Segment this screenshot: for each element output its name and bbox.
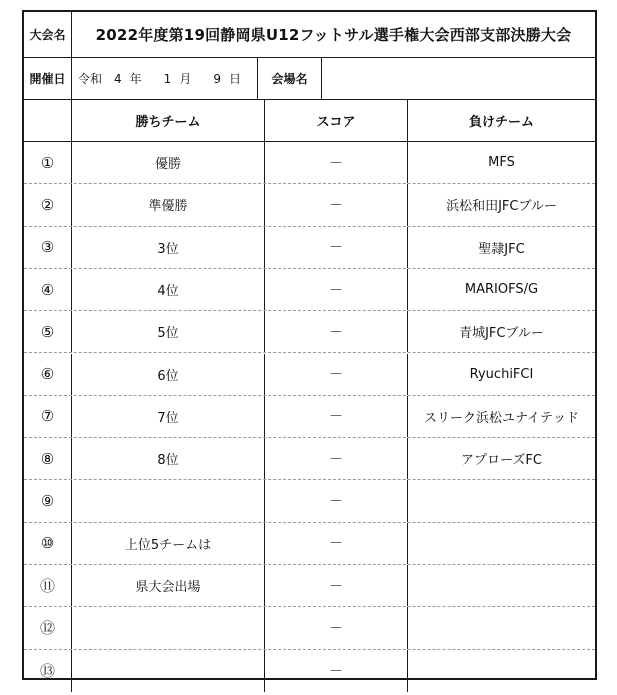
row-score xyxy=(265,523,408,564)
row-number-text: ⑤ xyxy=(40,322,55,341)
row-score-text: － xyxy=(329,578,343,595)
row-number xyxy=(24,354,72,395)
row-loser: MARIOFS/G xyxy=(464,282,539,298)
row-number xyxy=(24,607,72,648)
row-score-text: － xyxy=(329,620,343,637)
row-loser: 青城JFCブルー xyxy=(459,326,544,342)
row-score-text: － xyxy=(329,663,343,680)
table-row xyxy=(24,607,595,649)
col-score-header: スコア xyxy=(265,100,408,141)
row-loser xyxy=(408,607,595,648)
row-number-text: ⑫ xyxy=(39,619,55,638)
row-winner: 3位 xyxy=(72,227,265,268)
row-score xyxy=(265,607,408,648)
row-winner: 7位 xyxy=(72,396,265,437)
table-row xyxy=(24,354,595,396)
row-loser xyxy=(408,565,595,606)
row-score-text: － xyxy=(329,155,343,172)
tournament-label: 大会名 xyxy=(24,12,72,57)
row-number-text: ② xyxy=(40,195,55,214)
date-label: 開催日 xyxy=(24,58,72,99)
row-score xyxy=(265,438,408,479)
row-winner xyxy=(72,480,265,521)
row-score xyxy=(265,650,408,692)
tournament-name: 2022年度第19回静岡県U12フットサル選手権大会西部支部決勝大会 xyxy=(95,26,572,44)
venue-value xyxy=(322,58,595,99)
row-number-text: ⑪ xyxy=(39,577,55,596)
row-loser: RyuchiFCI xyxy=(469,366,534,382)
row-number xyxy=(24,523,72,564)
row-number-text: ① xyxy=(40,153,55,172)
row-score xyxy=(265,227,408,268)
row-number-text: ⑦ xyxy=(40,407,55,426)
row-number-text: ⑨ xyxy=(40,492,55,511)
col-loser-header: 負けチーム xyxy=(468,115,534,130)
row-number xyxy=(24,142,72,183)
row-score xyxy=(265,311,408,352)
column-header-row xyxy=(24,100,595,142)
row-number-text: ⑥ xyxy=(40,365,55,384)
row-winner: 優勝 xyxy=(72,142,265,183)
row-score-text: － xyxy=(329,409,343,426)
row-score-text: － xyxy=(329,367,343,384)
row-number-text: ④ xyxy=(40,280,55,299)
table-row xyxy=(24,438,595,480)
results-sheet xyxy=(22,10,597,680)
row-score-text: － xyxy=(329,451,343,468)
row-winner: 8位 xyxy=(72,438,265,479)
date-value xyxy=(72,58,258,99)
title-row xyxy=(24,12,595,58)
row-winner: 6位 xyxy=(72,354,265,395)
row-winner: 県大会出場 xyxy=(72,565,265,606)
date-month-unit: 月 xyxy=(179,72,192,86)
table-row xyxy=(24,142,595,184)
date-era: 令和 xyxy=(78,72,103,86)
row-number xyxy=(24,269,72,310)
row-winner: 準優勝 xyxy=(72,184,265,225)
row-number xyxy=(24,480,72,521)
date-day: 9 xyxy=(213,71,221,86)
col-number-header xyxy=(24,100,72,141)
table-row xyxy=(24,396,595,438)
row-loser: MFS xyxy=(488,155,515,171)
venue-label: 会場名 xyxy=(258,58,322,99)
row-loser: 浜松和田JFCブルー xyxy=(446,199,557,215)
table-row xyxy=(24,480,595,522)
date-day-unit: 日 xyxy=(228,72,241,86)
row-score-text: － xyxy=(329,240,343,257)
row-score xyxy=(265,480,408,521)
date-month: 1 xyxy=(163,71,172,86)
info-row xyxy=(24,58,595,100)
row-number xyxy=(24,438,72,479)
table-row xyxy=(24,565,595,607)
row-winner: 上位5チームは xyxy=(72,523,265,564)
row-score xyxy=(265,142,408,183)
row-score-text: － xyxy=(329,282,343,299)
row-loser: スリーク浜松ユナイテッド xyxy=(423,410,580,426)
row-number-text: ⑩ xyxy=(40,534,55,553)
row-score xyxy=(265,396,408,437)
row-score-text: － xyxy=(329,494,343,511)
row-number xyxy=(24,650,72,692)
row-loser xyxy=(408,650,595,692)
row-winner: 5位 xyxy=(72,311,265,352)
table-row xyxy=(24,650,595,692)
row-number-text: ③ xyxy=(40,238,55,257)
table-row xyxy=(24,269,595,311)
row-score-text: － xyxy=(329,324,343,341)
row-winner xyxy=(72,650,265,692)
table-row xyxy=(24,184,595,226)
row-score xyxy=(265,565,408,606)
row-score-text: － xyxy=(329,536,343,553)
col-winner-header: 勝ちチーム xyxy=(72,100,265,141)
row-winner: 4位 xyxy=(72,269,265,310)
row-loser xyxy=(408,523,595,564)
row-score xyxy=(265,184,408,225)
row-number xyxy=(24,565,72,606)
row-loser xyxy=(408,480,595,521)
table-row xyxy=(24,523,595,565)
date-year-unit: 年 xyxy=(129,72,142,86)
row-score xyxy=(265,269,408,310)
table-row xyxy=(24,311,595,353)
row-number xyxy=(24,227,72,268)
row-score xyxy=(265,354,408,395)
row-loser: アプローズFC xyxy=(461,453,542,469)
row-number-text: ⑧ xyxy=(40,449,55,468)
row-number-text: ⑬ xyxy=(39,662,55,681)
date-year: 4 xyxy=(114,71,122,86)
table-row xyxy=(24,227,595,269)
row-score-text: － xyxy=(329,197,343,214)
row-winner xyxy=(72,607,265,648)
row-number xyxy=(24,311,72,352)
row-number xyxy=(24,396,72,437)
row-number xyxy=(24,184,72,225)
row-loser: 聖隷JFC xyxy=(478,241,525,257)
